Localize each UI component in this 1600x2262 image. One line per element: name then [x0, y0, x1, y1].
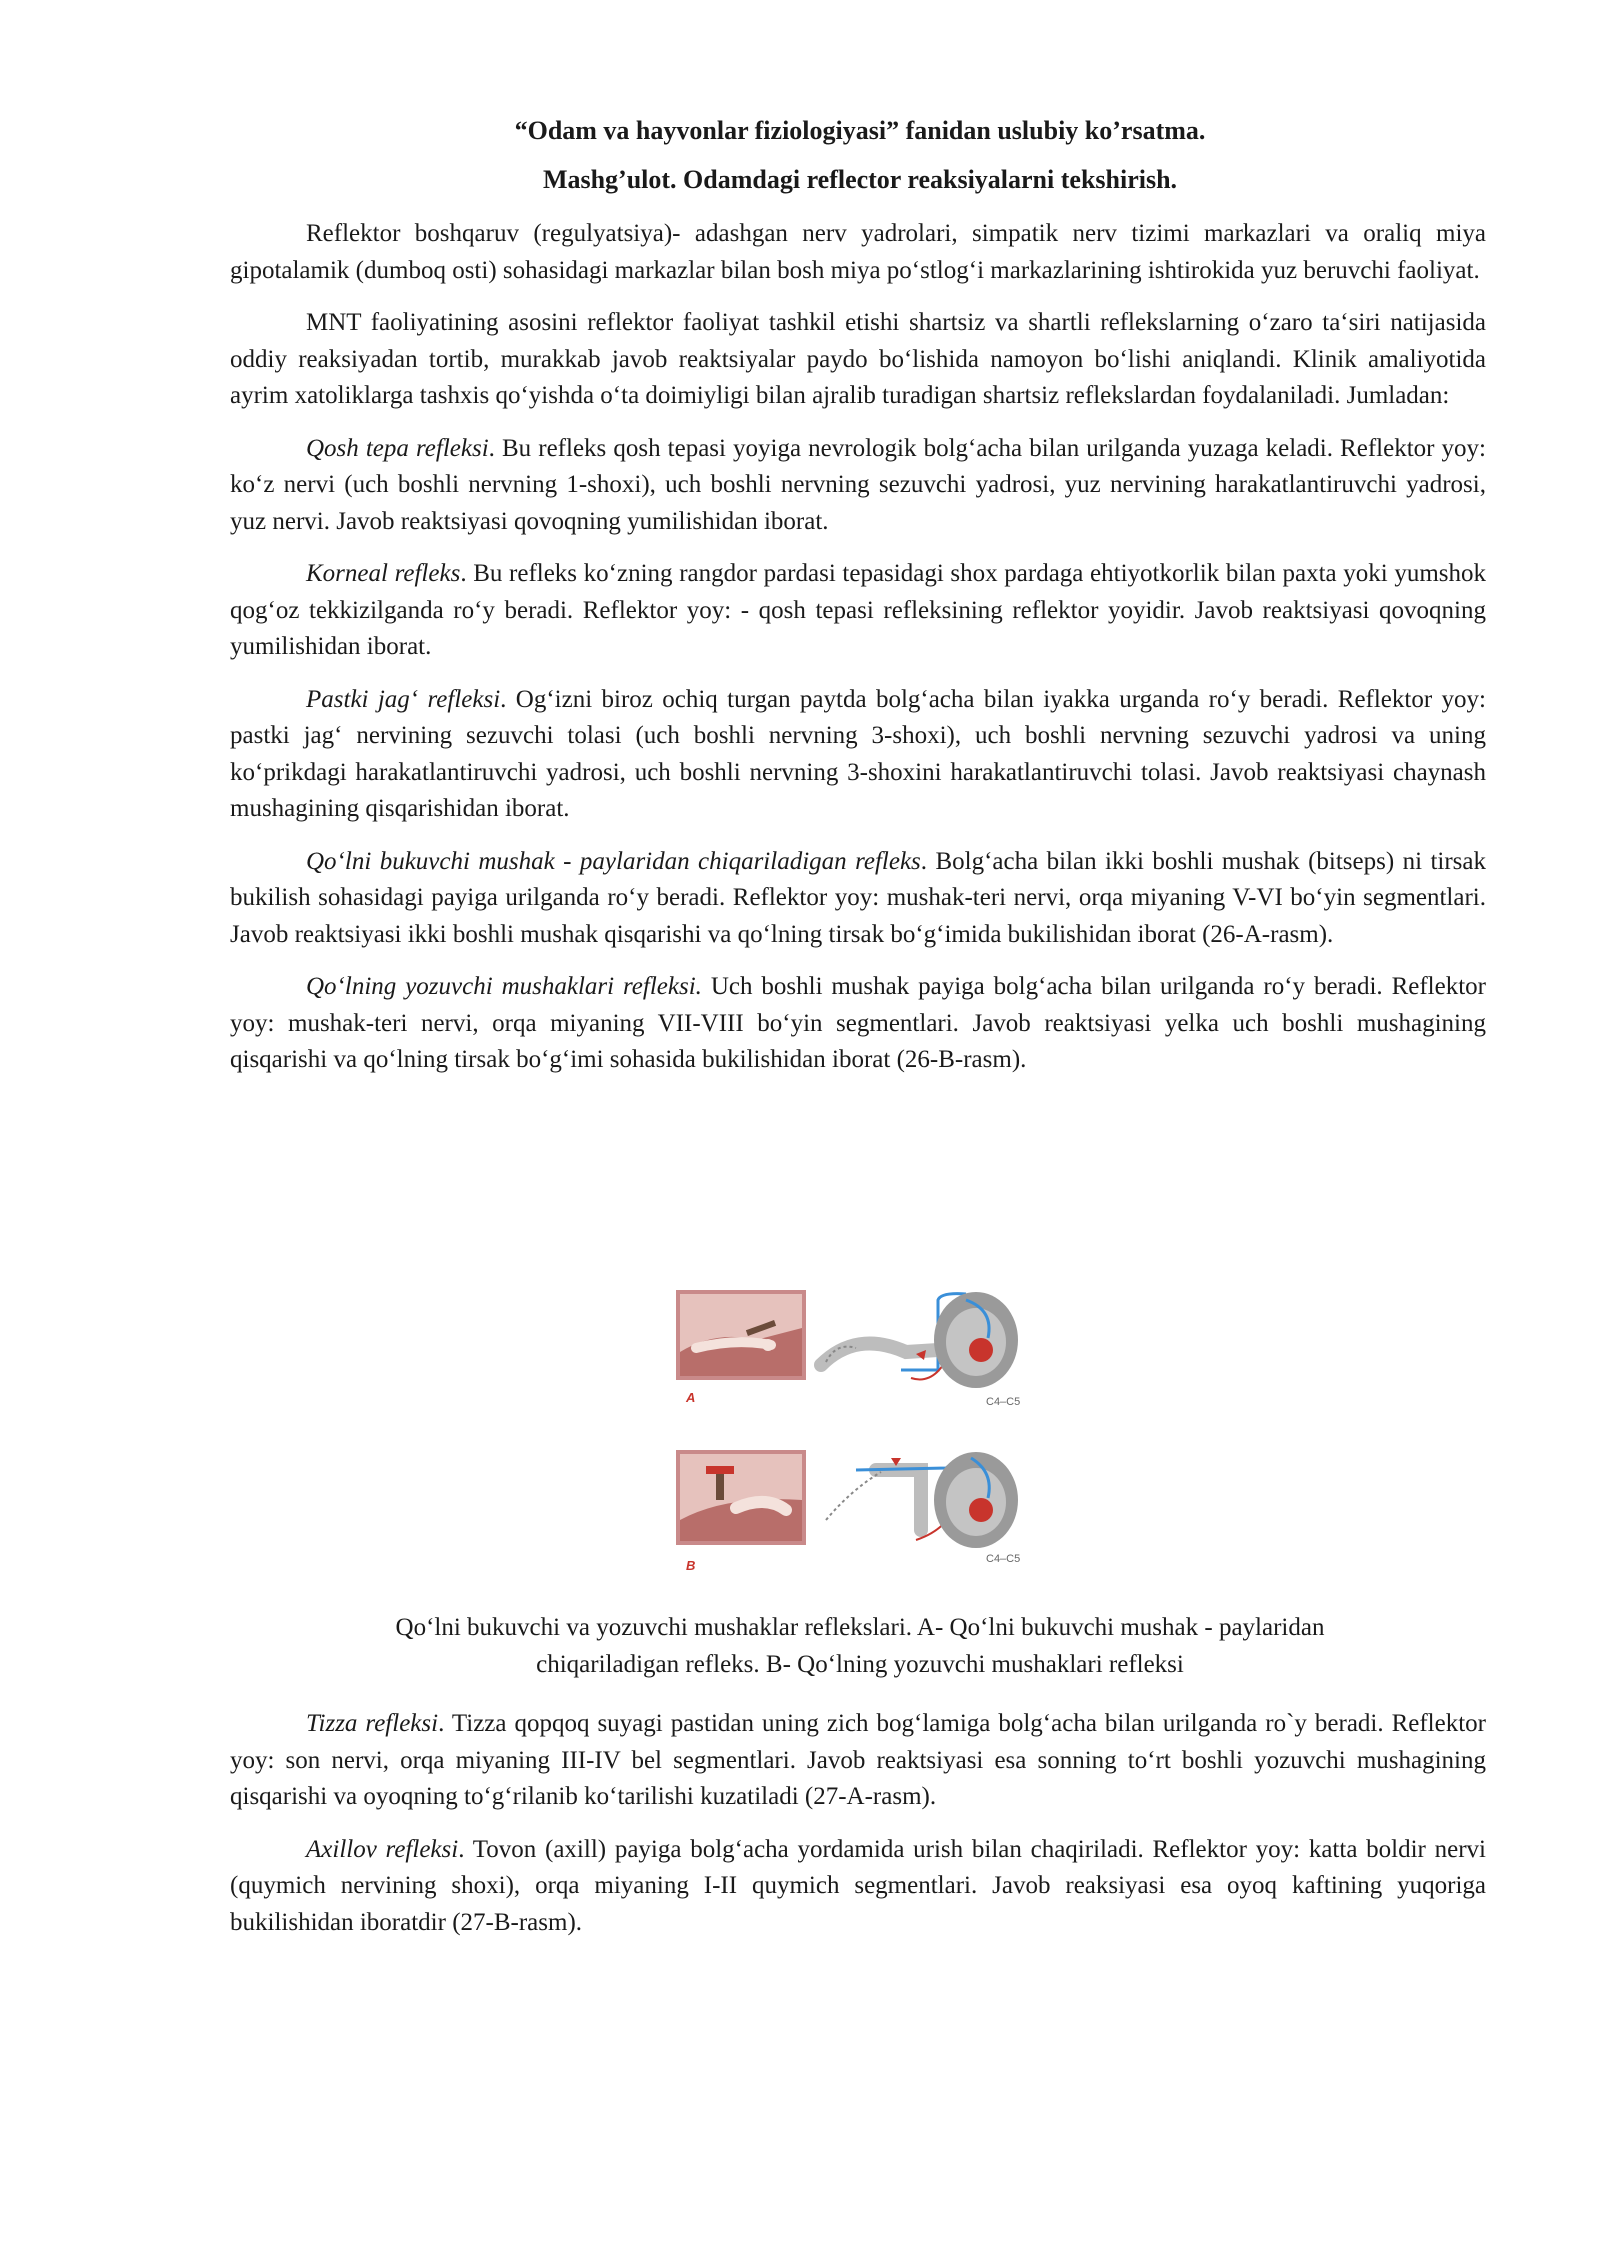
panel-a-label: A — [686, 1390, 696, 1405]
panel-b-segment: C4–C5 — [986, 1553, 1021, 1565]
paragraph-tizza: Tizza refleksi. Tizza qopqoq suyagi pastidan uning zich bog‘lamiga bolg‘acha bilan urilganda ro`y beradi. Reflektor yoy: son nervi, orqa miyaning III-IV bel segmentlari. Javob reaktsiyasi esa sonning to‘rt boshli yozuvchi mushagining qisqarishi va oyoqning to‘g‘rilanib ko‘tarilishi kuzatiladi (27-A-rasm). — [230, 1710, 1486, 1810]
body-text-upper — [230, 216, 1486, 1095]
lesson-subtitle: Mashg’ulot. Odamdagi reflector reaksiyalarni tekshirish. — [542, 165, 1178, 194]
caption-line-1: Qo‘lni bukuvchi va yozuvchi mushaklar reflekslari. A- Qo‘lni bukuvchi mushak - paylaridan — [395, 1614, 1325, 1641]
paragraph-axillov: Axillov refleksi. Tovon (axill) payiga bolg‘acha yordamida urish bilan chaqiriladi. Reflektor yoy: katta boldir nervi (quymich nervining shoxi), orqa miyaning I-II quymich segmentlari. Javob reaksiyasi esa oyoq kaftining yuqoriga bukilishidan iboratdir (27-B-rasm). — [230, 1835, 1486, 1936]
paragraph-pastki-jag: Pastki jag‘ refleksi. Og‘izni biroz ochiq turgan paytda bolg‘acha bilan iyakka urganda ro‘y beradi. Reflektor yoy: pastki jag‘ nervining sezuvchi tolasi (uch boshli nervning 3-shoxi), uch boshli nervning sezuvchi yadrosi va uning ko‘prikdagi harakatlantiruvchi yadrosi, uch boshli nervning 3-shoxini harakatlantiruvchi tolasi. Javob reaktsiyasi chaynash mushagining qisqarishidan iborat. — [230, 685, 1486, 822]
paragraph-korneal: Korneal refleks. Bu refleks ko‘zning rangdor pardasi tepasidagi shox pardaga ehtiyotkorlik bilan paxta yoki yumshok qog‘oz tekkizilganda ro‘y beradi. Reflektor yoy: - qosh tepasi refleksining reflektor yoyidir. Javob reaktsiyasi qovoqning yumilishidan iborat. — [230, 560, 1487, 660]
body-text-lower — [230, 1706, 1486, 1957]
reflex-figure — [676, 1290, 1056, 1600]
panel-b-photo — [676, 1450, 806, 1545]
paragraph-2: MNT faoliyatining asosini reflektor faoliyat tashkil etishi shartsiz va shartli reflekslarning o‘zaro ta‘siri natijasida oddiy reaksiyadan tortib, murakkab javob reaktsiyalar paydo bo‘lishida namoyon bo‘lishi aniqlandi. Klinik amaliyotida ayrim xatoliklarga tashxis qo‘yishda o‘ta doimiyligi bilan ajralib turadigan shartsiz reflekslardan foydalaniladi. Jumladan: — [230, 309, 1486, 409]
paragraph-bukuvchi: Qo‘lni bukuvchi mushak - paylaridan chiqariladigan refleks. Bolg‘acha bilan ikki boshli mushak (bitseps) ni tirsak bukilish sohasidagi payiga urilganda ro‘y beradi. Reflektor yoy: mushak-teri nervi, orqa miyaning V-VI bo‘yin segmentlari. Javob reaktsiyasi ikki boshli mushak qisqarishi va qo‘lning tirsak bo‘g‘imida bukilishidan iborat (26-A-rasm). — [230, 847, 1486, 948]
panel-a-segment: C4–C5 — [986, 1396, 1021, 1408]
document-title: “Odam va hayvonlar fiziologiyasi” fanidan uslubiy ko’rsatma. — [514, 116, 1206, 145]
paragraph-yozuvchi: Qo‘lning yozuvchi mushaklari refleksi. Uch boshli mushak payiga bolg‘acha bilan urilganda ro‘y beradi. Reflektor yoy: mushak-teri nervi, orqa miyaning VII-VIII bo‘yin segmentlari. Javob reaktsiyasi yelka uch boshli mushagining qisqarishi va qo‘lning tirsak bo‘g‘imi sohasida bukilishidan iborat (26-B-rasm). — [230, 973, 1486, 1073]
panel-a-diagram — [821, 1292, 1018, 1388]
figure-caption — [230, 1610, 1490, 1683]
paragraph-qosh-tepa: Qosh tepa refleksi. Bu refleks qosh tepasi yoyiga nevrologik bolg‘acha bilan urilganda yuzaga keladi. Reflektor yoy: ko‘z nervi (uch boshli nervning 1-shoxi), uch boshli nervning sezuvchi yadrosi, yuz nervining harakatlantiruvchi yadrosi, yuz nervi. Javob reaktsiyasi qovoqning yumilishidan iborat. — [230, 434, 1486, 535]
panel-a-photo — [676, 1290, 806, 1380]
paragraph-1: Reflektor boshqaruv (regulyatsiya)- adashgan nerv yadrolari, simpatik nerv tizimi markazlari va oraliq miya gipotalamik (dumboq osti) sohasidagi markazlar bilan bosh miya po‘stlog‘i markazlarining ishtirokida yuz beruvchi faoliyat. — [230, 220, 1486, 284]
panel-b-diagram — [826, 1452, 1018, 1548]
caption-line-2: chiqariladigan refleks. B- Qo‘lning yozuvchi mushaklari refleksi — [536, 1650, 1184, 1678]
panel-b-label: B — [686, 1558, 696, 1573]
